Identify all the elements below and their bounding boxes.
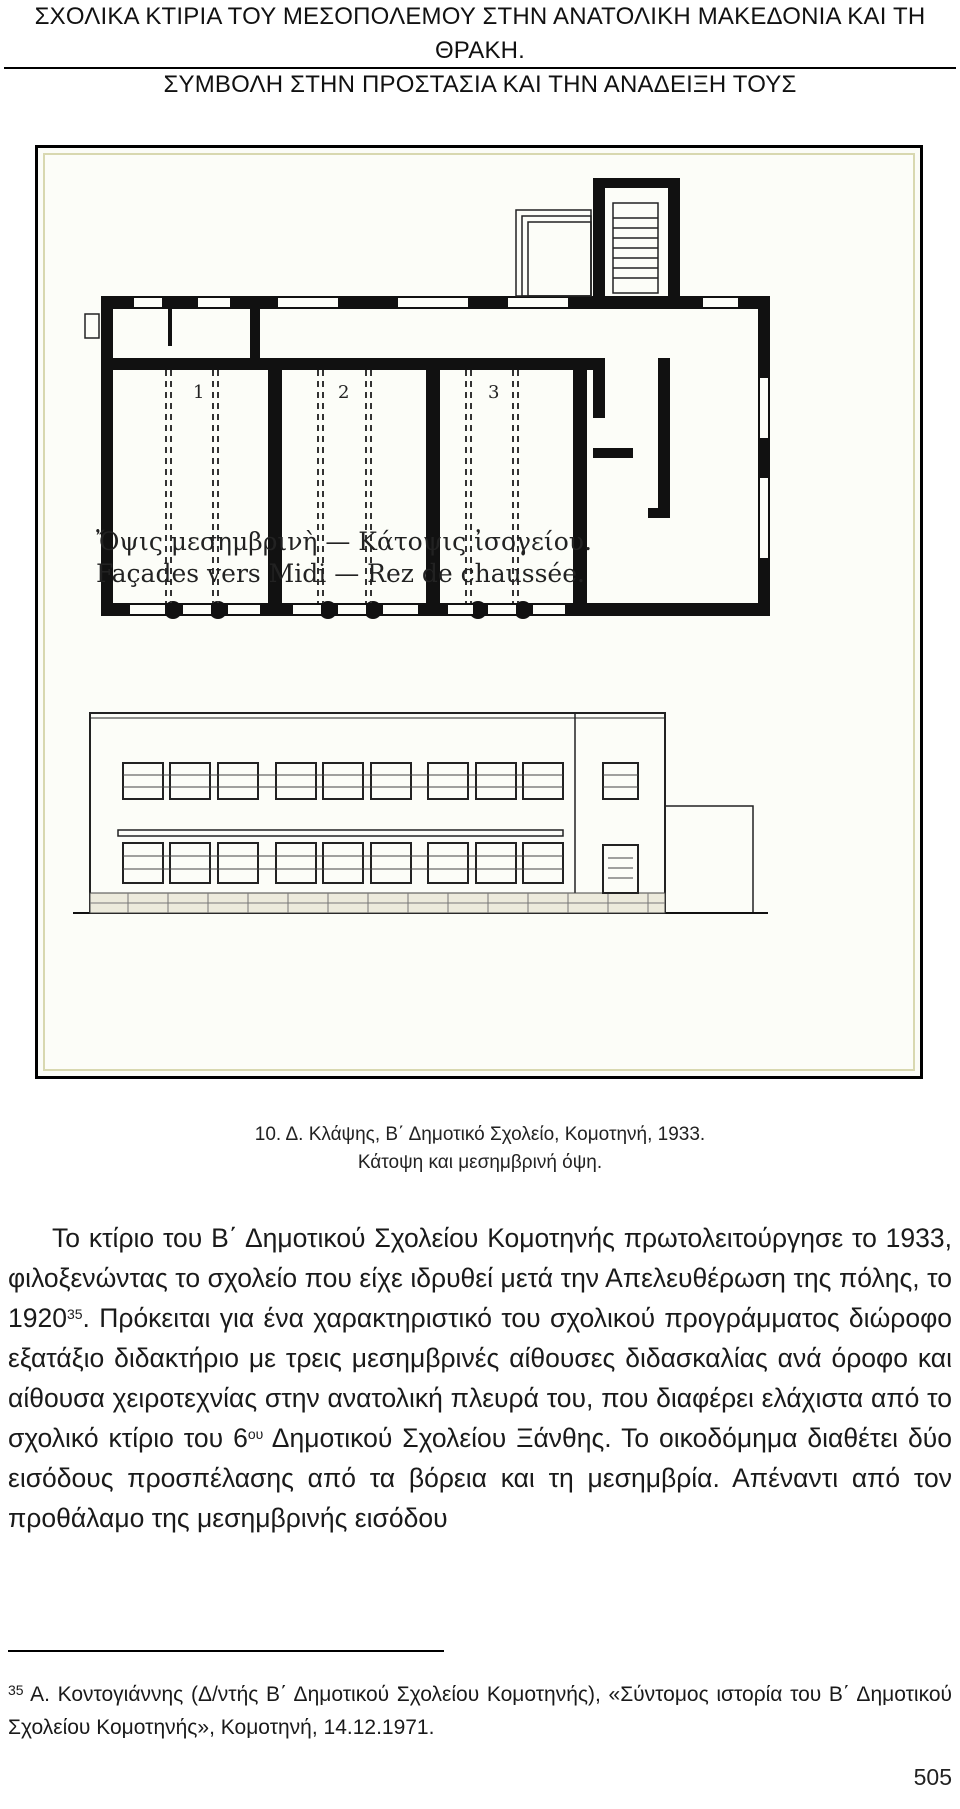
body-text-part-3: Δημοτικού Σχολείου Ξάνθης. Το οικοδόμημα διαθέτει δύο εισόδους προσπέλασης από τα βόρεια και τη μεσημβρία. Απέναντι από τον προθάλαμο της μεσημβρινής εισόδου — [8, 1423, 952, 1533]
footnote-rule — [8, 1650, 444, 1652]
header-line-1: ΣΧΟΛΙΚΑ ΚΤΙΡΙΑ ΤΟΥ ΜΕΣΟΠΟΛΕΜΟΥ ΣΤΗΝ ΑΝΑΤΟΛΙΚΗ ΜΑΚΕΔΟΝΙΑ ΚΑΙ ΤΗ ΘΡΑΚΗ. — [34, 3, 926, 64]
body-paragraph — [8, 1218, 952, 1538]
header-rule — [4, 67, 956, 69]
figure-frame — [35, 145, 923, 1079]
room-label-1: 1 — [193, 382, 205, 403]
header-line-2: ΣΥΜΒΟΛΗ ΣΤΗΝ ΠΡΟΣΤΑΣΙΑ ΚΑΙ ΤΗΝ ΑΝΑΔΕΙΞΗ ΤΟΥΣ — [163, 71, 797, 98]
room-label-3: 3 — [488, 382, 500, 403]
page-number: 505 — [913, 1764, 952, 1790]
ordinal-suffix: ου — [247, 1426, 264, 1442]
plan-room-labels — [193, 382, 499, 403]
footnote — [8, 1678, 952, 1744]
footnote-reference[interactable]: 35 — [66, 1306, 83, 1322]
body-text-part-2: . Πρόκειται για ένα χαρακτηριστικό του σχολικού προγράμματος διώροφο εξατάξιο διδακτήριο με τρεις μεσημβρινές αίθουσες διδασκαλίας ανά όροφο και αίθουσα χειροτεχνίας στην ανατολική πλευρά του, που διαφέρει ελάχιστα από το σχολικό κτίριο του 6 — [8, 1303, 952, 1453]
footnote-number: 35 — [8, 1682, 24, 1698]
plan-caption-french: Façades vers Midi — Rez de chaussée. — [96, 559, 585, 588]
figure-caption-line-2: Κάτοψη και μεσημβρινή όψη. — [357, 1152, 603, 1173]
running-header — [0, 0, 960, 102]
footnote-text: Α. Κοντογιάννης (Δ/ντής Β΄ Δημοτικού Σχολείου Κομοτηνής), «Σύντομος ιστορία του Β΄ Δημοτικού Σχολείου Κομοτηνής», Κομοτηνή, 14.12.1971. — [8, 1683, 952, 1739]
plan-caption-greek: Ὄψις μεσημβρινὴ — Κάτοψις ἰσογείου. — [96, 527, 592, 556]
room-label-2: 2 — [338, 382, 350, 403]
south-elevation — [73, 713, 768, 913]
body-text-part-1: Το κτίριο του Β΄ Δημοτικού Σχολείου Κομοτηνής πρωτολειτούργησε το 1933, φιλοξενώντας το σχολείο που είχε ιδρυθεί μετά την Απελευθέρωση της πόλης, το 1920 — [8, 1223, 952, 1333]
figure-caption-line-1: 10. Δ. Κλάψης, Β΄ Δημοτικό Σχολείο, Κομοτηνή, 1933. — [254, 1124, 706, 1145]
architectural-drawing — [38, 148, 920, 1076]
